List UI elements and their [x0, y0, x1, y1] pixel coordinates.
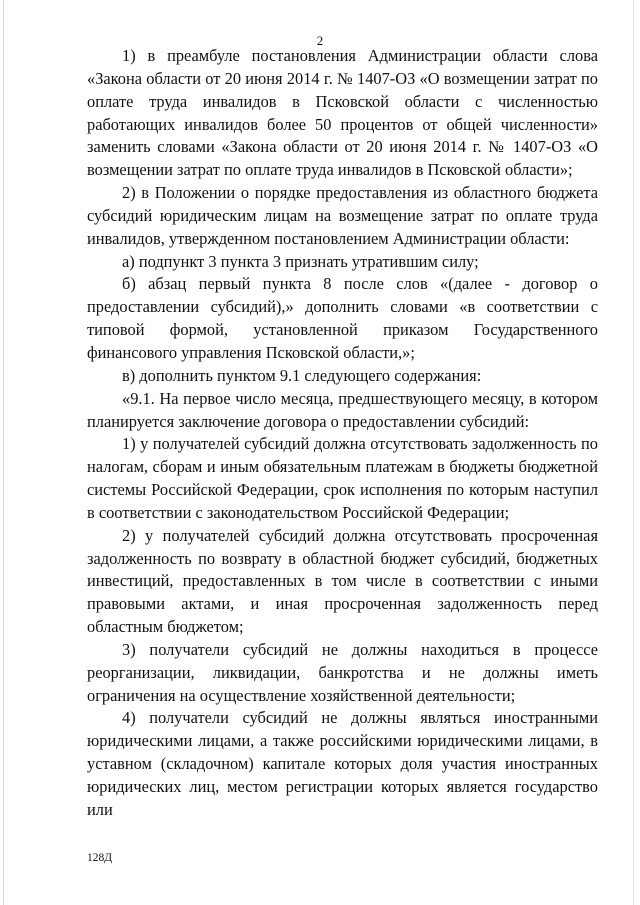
paragraph-clause-9-1: «9.1. На первое число месяца, предшествующего месяцу, в котором планируется заключение договора о предоставлении субсидий:	[87, 388, 598, 431]
paragraph-item-a: а) подпункт 3 пункта 3 признать утратившим силу;	[122, 251, 479, 271]
paragraph-regulation-amendment: 2) в Положении о порядке предоставления из областного бюджета субсидий юридическим лицам на возмещение затрат по оплате труда инвалидов, утвержденном постановлением Администрации области:	[87, 183, 598, 248]
paragraph-item-b: б) абзац первый пункта 8 после слов «(далее - договор о предоставлении субсидий),» дополнить словами «в соответствии с типовой формой, установленной приказом Государственного финансового управления Псковской области,»;	[87, 274, 598, 362]
scan-edge-left	[3, 0, 4, 905]
document-body	[87, 45, 598, 822]
paragraph-condition-4: 4) получатели субсидий не должны являться иностранными юридическими лицами, а также российскими юридическими лицами, в уставном (складочном) капитале которых доля участия иностранных юридических лиц, местом регистрации которых является государство или	[87, 708, 598, 819]
paragraph-condition-3: 3) получатели субсидий не должны находиться в процессе реорганизации, ликвидации, банкротства и не должны иметь ограничения на осуществление хозяйственной деятельности;	[87, 639, 598, 705]
paragraph-item-c: в) дополнить пунктом 9.1 следующего содержания:	[122, 365, 482, 385]
scan-edge-right	[633, 0, 634, 905]
page-number: 2	[316, 33, 324, 48]
document-code: 128Д	[87, 852, 113, 864]
paragraph-condition-2: 2) у получателей субсидий должна отсутствовать просроченная задолженность по возврату в областной бюджет субсидий, бюджетных инвестиций, предоставленных в том числе в соответствии с иными правовыми актами, и иная просроченная задолженность перед областным бюджетом;	[87, 525, 598, 637]
paragraph-preamble-amendment: 1) в преамбуле постановления Администрации области слова «Закона области от 20 июня 2014 г. № 1407-ОЗ «О возмещении затрат по оплате труда инвалидов в Псковской области с численностью работающих инвалидов более 50 процентов от общей численности» заменить словами «Закона области от 20 июня 2014 г. № 1407-ОЗ «О возмещении затрат по оплате труда инвалидов в Псковской области»;	[87, 46, 598, 180]
paragraph-condition-1: 1) у получателей субсидий должна отсутствовать задолженность по налогам, сборам и иным обязательным платежам в бюджеты бюджетной системы Российской Федерации, срок исполнения по которым наступил в соответствии с законодательством Российской Федерации;	[87, 434, 598, 522]
